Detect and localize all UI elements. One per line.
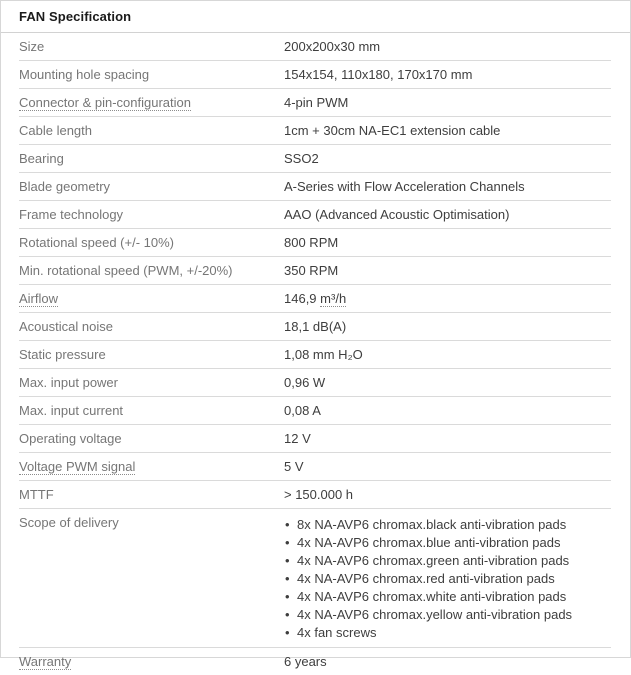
scope-of-delivery-list: [284, 516, 611, 642]
spec-row-scope-of-delivery: [19, 509, 611, 648]
spec-row-warranty: [19, 648, 611, 675]
spec-label: Max. input power: [19, 375, 118, 390]
spec-row-size: [19, 33, 611, 61]
scope-item: • 4x NA-AVP6 chromax.blue anti-vibration pads: [284, 534, 611, 552]
spec-value: 1,08 mm H₂O: [284, 347, 363, 362]
spec-table: [1, 33, 630, 675]
spec-label: Cable length: [19, 123, 92, 138]
spec-label: Min. rotational speed (PWM, +/-20%): [19, 263, 233, 278]
spec-row-static-pressure: [19, 341, 611, 369]
spec-row-cable-length: [19, 117, 611, 145]
spec-header: [1, 1, 630, 33]
spec-label: [19, 655, 284, 669]
spec-label: Bearing: [19, 151, 64, 166]
connector-tooltip-term[interactable]: Connector & pin-configuration: [19, 95, 191, 110]
spec-label: Blade geometry: [19, 179, 111, 194]
voltage-pwm-tooltip-term[interactable]: Voltage PWM signal: [19, 459, 136, 474]
spec-value: 1cm + 30cm NA-EC1 extension cable: [284, 123, 501, 138]
spec-value: SSO2: [284, 151, 319, 166]
spec-label: [19, 292, 284, 306]
spec-value: 200x200x30 mm: [284, 39, 381, 54]
spec-row-blade-geometry: [19, 173, 611, 201]
spec-label: Size: [19, 39, 45, 54]
spec-label: Operating voltage: [19, 431, 122, 446]
scope-item: • 4x fan screws: [284, 624, 611, 642]
spec-row-max-input-power: [19, 369, 611, 397]
spec-label: Rotational speed (+/- 10%): [19, 235, 175, 250]
airflow-value-number: 146,9: [284, 291, 317, 306]
scope-item: • 4x NA-AVP6 chromax.white anti-vibration pads: [284, 588, 611, 606]
spec-label: Static pressure: [19, 347, 106, 362]
spec-label: Frame technology: [19, 207, 124, 222]
scope-item: • 8x NA-AVP6 chromax.black anti-vibration pads: [284, 516, 611, 534]
spec-value: 350 RPM: [284, 263, 339, 278]
spec-row-connector: [19, 89, 611, 117]
spec-title: FAN Specification: [19, 9, 132, 24]
spec-row-voltage-pwm-signal: [19, 453, 611, 481]
airflow-unit-tooltip-term[interactable]: m³/h: [320, 291, 347, 306]
spec-label: MTTF: [19, 487, 54, 502]
airflow-tooltip-term[interactable]: Airflow: [19, 291, 59, 306]
spec-value: 18,1 dB(A): [284, 319, 347, 334]
spec-value: [284, 516, 611, 642]
spec-row-max-input-current: [19, 397, 611, 425]
spec-row-acoustical-noise: [19, 313, 611, 341]
spec-value: 0,96 W: [284, 375, 326, 390]
spec-value: 154x154, 110x180, 170x170 mm: [284, 67, 473, 82]
spec-label: Acoustical noise: [19, 319, 113, 334]
spec-row-operating-voltage: [19, 425, 611, 453]
spec-row-rotational-speed: [19, 229, 611, 257]
spec-row-bearing: [19, 145, 611, 173]
spec-row-mttf: [19, 481, 611, 509]
spec-label: Max. input current: [19, 403, 124, 418]
spec-value: [284, 292, 611, 306]
spec-value: A-Series with Flow Acceleration Channels: [284, 179, 525, 194]
scope-item: • 4x NA-AVP6 chromax.yellow anti-vibration pads: [284, 606, 611, 624]
warranty-tooltip-term[interactable]: Warranty: [19, 654, 72, 669]
spec-value: 0,08 A: [284, 403, 321, 418]
spec-label: [19, 96, 284, 110]
spec-label: [19, 460, 284, 474]
spec-label: Scope of delivery: [19, 515, 119, 530]
spec-value: > 150.000 h: [284, 487, 354, 502]
spec-row-frame-technology: [19, 201, 611, 229]
scope-item: • 4x NA-AVP6 chromax.red anti-vibration pads: [284, 570, 611, 588]
spec-value: 5 V: [284, 459, 304, 474]
spec-label: Mounting hole spacing: [19, 67, 150, 82]
scope-item: • 4x NA-AVP6 chromax.green anti-vibration pads: [284, 552, 611, 570]
spec-value: 800 RPM: [284, 235, 339, 250]
spec-row-min-rotational-speed: [19, 257, 611, 285]
spec-value: 6 years: [284, 654, 327, 669]
spec-value: 4-pin PWM: [284, 95, 349, 110]
spec-row-mounting-hole-spacing: [19, 61, 611, 89]
spec-value: AAO (Advanced Acoustic Optimisation): [284, 207, 510, 222]
spec-row-airflow: [19, 285, 611, 313]
spec-value: 12 V: [284, 431, 311, 446]
